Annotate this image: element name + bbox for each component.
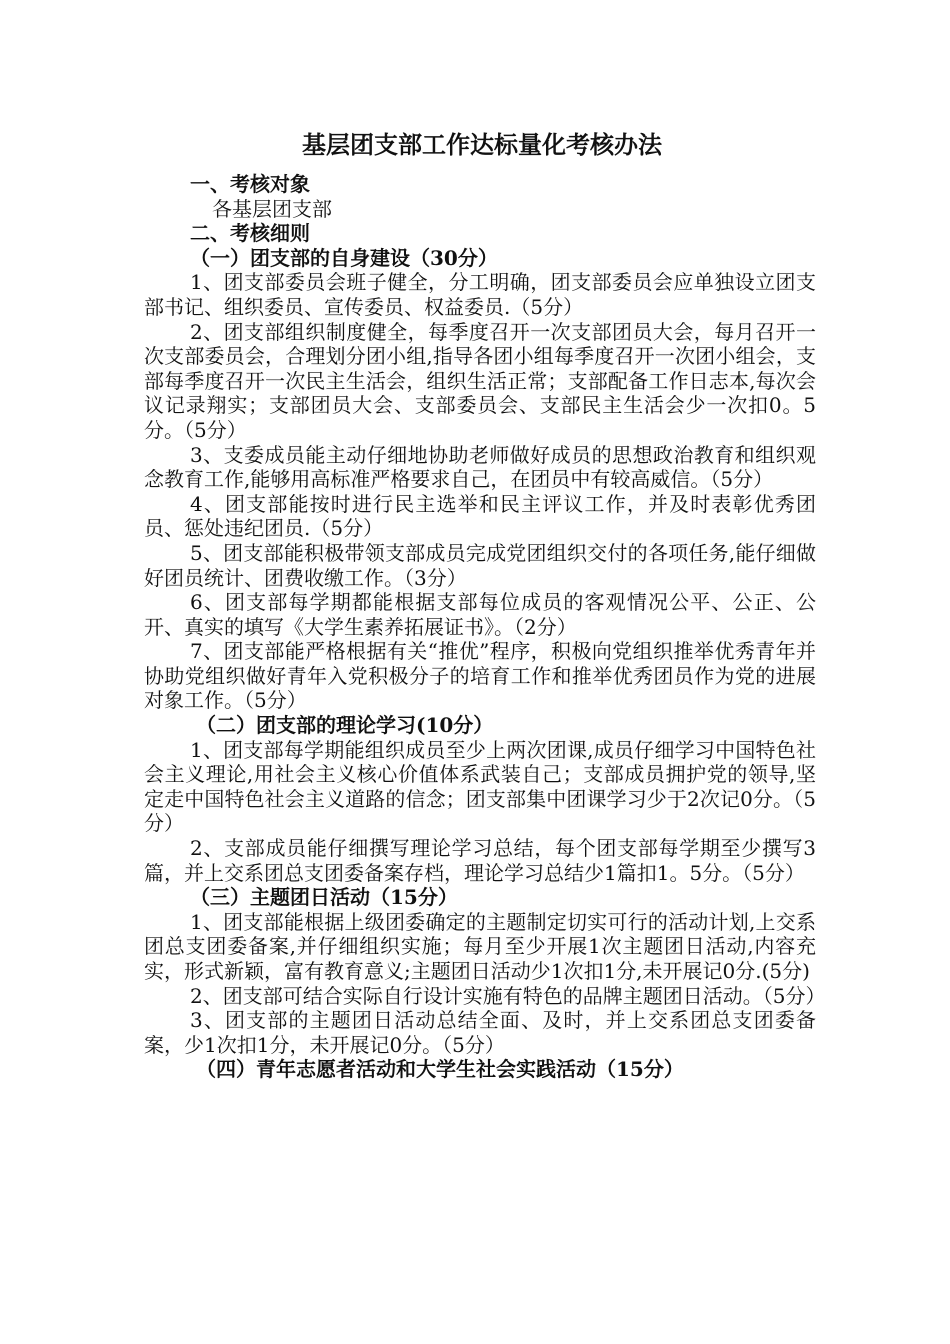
list-item: 1、团支部每学期能组织成员至少上两次团课,成员仔细学习中国特色社会主义理论,用社会主义核心价值体系武装自己；支部成员拥护党的领导,坚定走中国特色社会主义道路的信念；团支部集中团课学习少于2次记0分。（5分） <box>144 737 816 836</box>
part-heading-theme-activity: （三）主题团日活动（15分） <box>190 885 458 910</box>
list-item: 3、支委成员能主动仔细地协助老师做好成员的思想政治教育和组织观念教育工作,能够用高标准严格要求自己，在团员中有较高威信。（5分） <box>144 442 816 492</box>
list-item: 1、团支部能根据上级团委确定的主题制定切实可行的活动计划,上交系团总支团委备案,并仔细组织实施；每月至少开展1次主题团日活动,内容充实，形式新颖，富有教育意义;主题团日活动少1次扣1分,未开展记0分.(5分) <box>144 909 816 983</box>
part-heading-self-building: （一）团支部的自身建设（30分） <box>190 245 498 270</box>
section-heading-exam-target: 一、考核对象 <box>190 172 310 196</box>
list-item: 2、支部成员能仔细撰写理论学习总结，每个团支部每学期至少撰写3篇，并上交系团总支团委备案存档，理论学习总结少1篇扣1。5分。（5分） <box>144 836 816 885</box>
list-item: 7、团支部能严格根据有关“推优”程序，积极向党组织推举优秀青年并协助党组织做好青年入党积极分子的培育工作和推举优秀团员作为党的进展对象工作。（5分） <box>144 639 816 713</box>
part-heading-volunteer-activity: （四）青年志愿者活动和大学生社会实践活动（15分） <box>196 1057 684 1082</box>
document-title: 基层团支部工作达标量化考核办法 <box>302 130 662 159</box>
list-item: 3、团支部的主题团日活动总结全面、及时，并上交系团总支团委备案，少1次扣1分，未开展记0分。（5分） <box>144 1008 816 1057</box>
part-heading-theory-study: （二）团支部的理论学习(10分） <box>196 713 494 738</box>
list-item: 4、团支部能按时进行民主选举和民主评议工作，并及时表彰优秀团员、惩处违纪团员.（5分） <box>144 491 816 541</box>
list-item: 2、团支部组织制度健全，每季度召开一次支部团员大会，每月召开一次支部委员会，合理划分团小组,指导各团小组每季度召开一次团小组会，支部每季度召开一次民主生活会，组织生活正常；支部配备工作日志本,每次会议记录翔实；支部团员大会、支部委员会、支部民主生活会少一次扣0。5分。（5分） <box>144 319 816 442</box>
list-item: 2、团支部可结合实际自行设计实施有特色的品牌主题团日活动。（5分） <box>190 983 826 1008</box>
list-item: 1、团支部委员会班子健全，分工明确，团支部委员会应单独设立团支部书记、组织委员、宣传委员、权益委员.（5分） <box>144 270 816 319</box>
section-content-exam-target: 各基层团支部 <box>212 196 332 221</box>
document-page <box>144 130 826 1082</box>
list-item: 5、团支部能积极带领支部成员完成党团组织交付的各项任务,能仔细做好团员统计、团费收缴工作。（3分） <box>144 540 816 590</box>
section-heading-exam-details: 二、考核细则 <box>190 221 310 246</box>
list-item: 6、团支部每学期都能根据支部每位成员的客观情况公平、公正、公开、真实的填写《大学生素养拓展证书》。（2分） <box>144 590 816 639</box>
